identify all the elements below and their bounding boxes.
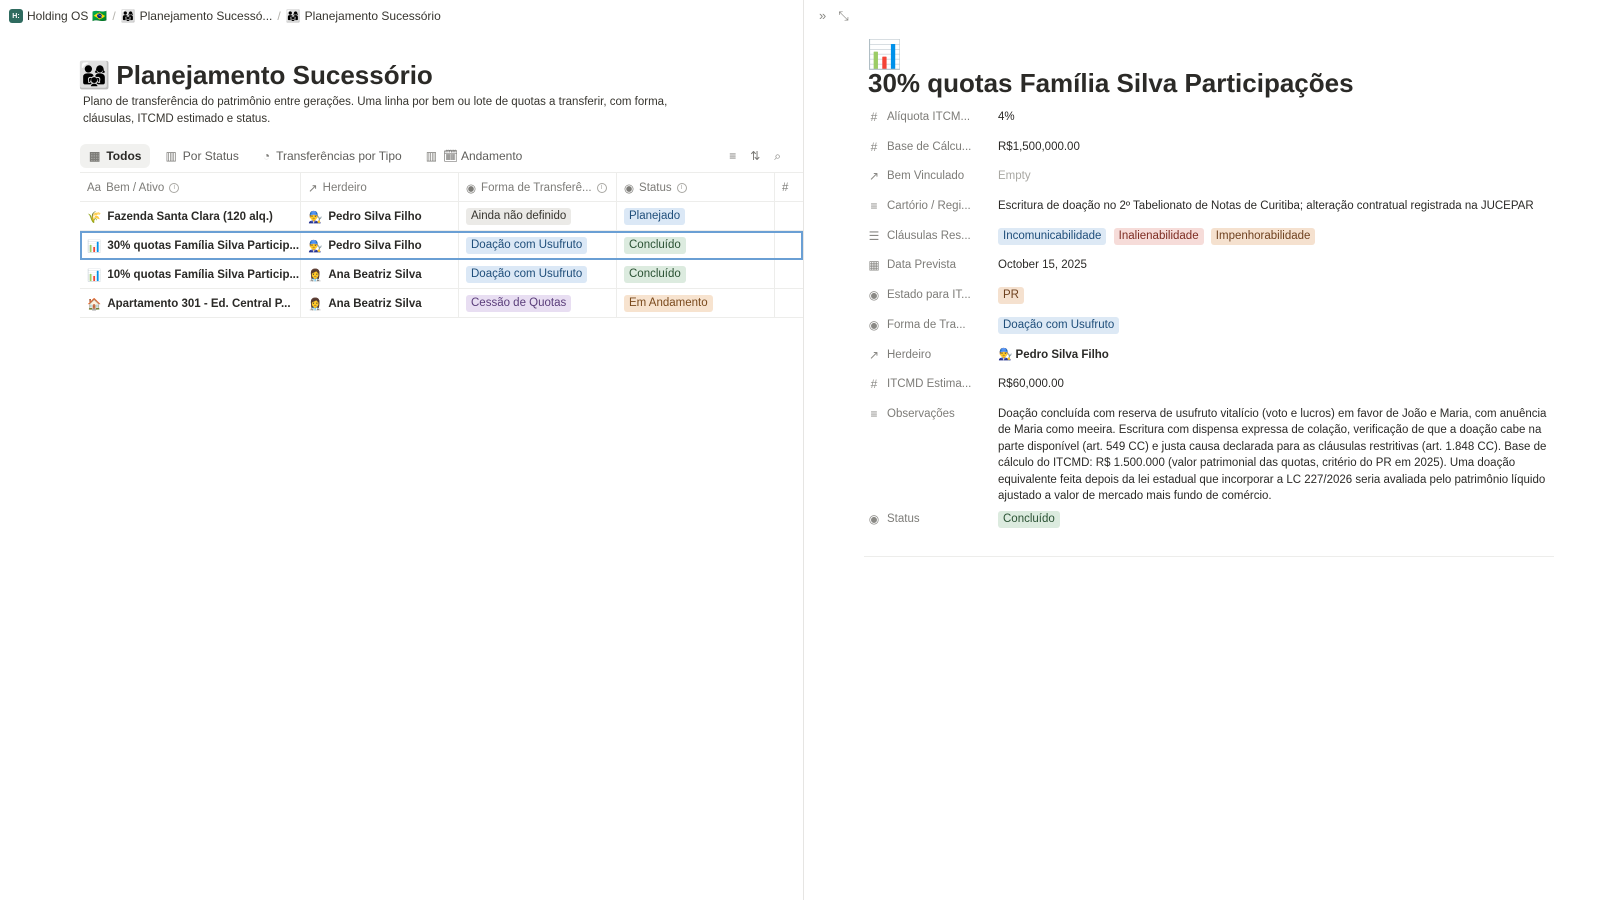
brazil-flag-icon: 🇧🇷 [92, 9, 108, 23]
status-tag: Em Andamento [624, 295, 713, 312]
breadcrumb [9, 8, 441, 24]
property-label[interactable] [868, 314, 998, 336]
page-title [78, 60, 433, 91]
table-row[interactable] [80, 260, 803, 289]
number-icon: # [782, 181, 789, 194]
sort-icon[interactable]: ⇅ [750, 149, 761, 163]
family-icon: 👨‍👩‍👧 [120, 9, 136, 23]
info-icon[interactable]: i [169, 183, 179, 193]
tab-label: Por Status [182, 149, 239, 163]
form-tag: Doação com Usufruto [998, 317, 1119, 334]
property-label[interactable] [868, 136, 998, 158]
property-herdeiro [868, 341, 1554, 371]
status-icon: ◉ [624, 182, 635, 195]
property-label-text: Herdeiro [887, 348, 932, 361]
status-tag: Concluído [624, 266, 686, 283]
bar-chart-icon: 📊 [87, 269, 102, 282]
text-icon: ≡ [870, 199, 878, 214]
calendar-icon: ▦ [868, 258, 880, 273]
number-icon: # [870, 110, 878, 124]
record-title[interactable]: 30% quotas Família Silva Participações [868, 68, 1354, 98]
property-label[interactable] [868, 106, 998, 128]
tab-todos[interactable] [80, 144, 150, 168]
info-icon[interactable]: i [597, 183, 607, 193]
cell-number[interactable] [775, 202, 803, 231]
chart-icon: ◔ [262, 149, 271, 163]
multi-select-icon: ☰ [868, 228, 880, 243]
property-forma [868, 311, 1554, 341]
property-cartorio [868, 192, 1554, 222]
clause-tag: Inalienabilidade [1114, 228, 1204, 245]
tab-andamento[interactable] [417, 144, 532, 168]
asset-name: 10% quotas Família Silva Particip... [107, 268, 300, 281]
cell-status[interactable] [617, 202, 775, 231]
property-value[interactable]: Doação concluída com reserva de usufruto vitalício (voto e lucros) em favor de João e Maria, com anuência de Maria como meeira. Escritura com dispensa expressa de colação, verificação de que a doação cabe na parte disponível (art. 549 CC) e justa causa declarada para as cláusulas restritivas (art. 1.848 CC). Base de cálculo do ITCMD: R$ 1.500.000 (valor patrimonial das quotas, critério do PR em 2025). Uma doação equivalente feita depois da lei estadual que incorporar a LC 227/2026 seria avaliada pelo patrimônio líquido ajustado a valor de mercado mais fundo de comércio. [998, 407, 1547, 503]
column-header-status[interactable] [617, 173, 775, 202]
property-value[interactable] [998, 311, 1554, 334]
expand-icon[interactable]: ⤡ [838, 8, 849, 23]
property-label-text: Cláusulas Res... [887, 229, 971, 242]
tab-transferencias-por-tipo[interactable] [254, 144, 411, 168]
property-label-text: Data Prevista [887, 259, 957, 272]
tab-label: Todos [106, 149, 142, 163]
clause-tag: Impenhorabilidade [1211, 228, 1316, 245]
table-row[interactable] [80, 202, 803, 231]
view-tabs [80, 144, 781, 168]
cell-number[interactable] [775, 231, 803, 260]
workspace-name: Holding OS [27, 9, 89, 23]
cell-asset[interactable] [80, 231, 301, 260]
asset-name: Apartamento 301 - Ed. Central P... [107, 297, 291, 310]
text-icon: ≡ [870, 406, 878, 421]
property-list [868, 103, 1554, 535]
column-header-herdeiro[interactable] [301, 173, 459, 202]
cell-number[interactable] [775, 260, 803, 289]
breadcrumb-parent-label: Planejamento Sucessó... [139, 9, 273, 23]
property-value[interactable]: Empty [998, 170, 1031, 183]
property-value[interactable] [998, 222, 1554, 245]
relation-icon: ↗ [868, 347, 880, 362]
person-icon: 👨‍🔧 [998, 348, 1013, 361]
cell-form[interactable] [459, 231, 617, 260]
breadcrumb-separator: / [112, 9, 116, 23]
form-tag: Doação com Usufruto [466, 266, 587, 283]
page-title-text[interactable]: Planejamento Sucessório [116, 60, 433, 90]
property-label[interactable] [868, 403, 998, 425]
info-icon[interactable]: i [677, 183, 687, 193]
asset-name: Fazenda Santa Clara (120 alq.) [107, 210, 273, 223]
status-icon: ◉ [868, 511, 880, 526]
cell-heir[interactable] [301, 231, 459, 260]
cell-heir[interactable] [301, 260, 459, 289]
cell-asset[interactable] [80, 260, 301, 289]
filter-icon[interactable]: ≡ [729, 149, 737, 163]
property-data-prevista [868, 251, 1554, 281]
search-icon[interactable]: ⌕ [774, 148, 781, 163]
bar-chart-icon: 📊 [87, 240, 102, 253]
text-property-icon: Aa [87, 181, 102, 194]
breadcrumb-current[interactable] [286, 9, 441, 23]
property-label[interactable] [868, 284, 998, 306]
property-aliquota [868, 103, 1554, 133]
state-tag: PR [998, 287, 1024, 304]
property-value[interactable] [998, 341, 1554, 364]
select-icon: ◉ [868, 288, 880, 303]
property-value[interactable] [998, 505, 1554, 528]
property-label[interactable] [868, 508, 998, 530]
property-observacoes [868, 400, 1554, 505]
table-header [80, 173, 803, 202]
column-header-label: Forma de Transferê... [481, 181, 592, 194]
property-label-text: ITCMD Estima... [887, 378, 972, 391]
person-icon: 👩‍⚕️ [308, 298, 323, 311]
clause-tag: Incomunicabilidade [998, 228, 1106, 245]
cell-form[interactable] [459, 289, 617, 318]
breadcrumb-current-label: Planejamento Sucessório [304, 9, 441, 23]
form-tag: Doação com Usufruto [466, 237, 587, 254]
heir-name: Ana Beatriz Silva [328, 297, 422, 310]
property-label[interactable] [868, 344, 998, 366]
property-label-text: Cartório / Regi... [887, 200, 971, 213]
wheat-icon: 🌾 [87, 211, 102, 224]
column-header-label: Bem / Ativo [106, 181, 165, 194]
table-icon: ▦ [89, 149, 101, 163]
cell-form[interactable] [459, 202, 617, 231]
person-icon: 👩‍⚕️ [308, 269, 323, 282]
property-estado [868, 281, 1554, 311]
relation-icon: ↗ [308, 182, 318, 195]
heir-name: Pedro Silva Filho [328, 210, 422, 223]
heir-name: Ana Beatriz Silva [328, 268, 422, 281]
form-tag: Cessão de Quotas [466, 295, 571, 312]
status-tag: Planejado [624, 208, 685, 225]
cell-status[interactable] [617, 231, 775, 260]
cell-status[interactable] [617, 260, 775, 289]
side-peek [804, 0, 1600, 900]
property-label-text: Base de Cálcu... [887, 140, 972, 153]
close-peek-icon[interactable]: » [819, 8, 827, 23]
table-row[interactable] [80, 231, 803, 260]
workspace-logo-icon: H: [9, 9, 23, 23]
peek-toolbar [819, 8, 849, 24]
house-icon: 🏠 [87, 298, 102, 311]
breadcrumb-workspace[interactable] [9, 9, 107, 23]
tab-por-status[interactable] [156, 144, 247, 168]
property-label[interactable] [868, 165, 998, 187]
breadcrumb-parent[interactable] [121, 9, 273, 23]
breadcrumb-separator: / [277, 9, 281, 23]
property-label-text: Observações [887, 407, 955, 420]
table-row[interactable] [80, 289, 803, 318]
view-toolbar [729, 149, 781, 164]
select-icon: ◉ [466, 182, 477, 195]
person-icon: 👨‍🔧 [308, 211, 323, 224]
cell-status[interactable] [617, 289, 775, 318]
property-label-text: Bem Vinculado [887, 170, 965, 183]
column-header-label: Herdeiro [322, 181, 367, 194]
heir-name: Pedro Silva Filho [328, 239, 422, 252]
person-icon: 👨‍🔧 [308, 240, 323, 253]
page-description[interactable]: Plano de transferência do patrimônio entre gerações. Uma linha por bem ou lote de quotas a transferir, com forma, cláusulas, ITCMD estimado e status. [83, 96, 668, 125]
property-value[interactable]: R$1,500,000.00 [998, 140, 1080, 153]
property-value[interactable] [998, 281, 1554, 304]
status-tag: Concluído [624, 237, 686, 254]
board-icon: ▥ [165, 149, 177, 163]
form-tag: Ainda não definido [466, 208, 571, 225]
column-header-label: Status [639, 181, 672, 194]
heir-link[interactable]: Pedro Silva Filho [1015, 348, 1109, 361]
property-value[interactable]: October 15, 2025 [998, 259, 1087, 272]
property-label[interactable] [868, 225, 998, 247]
property-label[interactable] [868, 373, 998, 395]
cell-heir[interactable] [301, 202, 459, 231]
column-header-number[interactable] [775, 173, 803, 202]
cell-form[interactable] [459, 260, 617, 289]
relation-icon: ↗ [868, 169, 880, 184]
property-label[interactable] [868, 195, 998, 217]
database-table [80, 172, 803, 318]
asset-name: 30% quotas Família Silva Particip... [107, 239, 300, 252]
property-status [868, 505, 1554, 535]
property-value[interactable]: Escritura de doação no 2º Tabelionato de Notas de Curitiba; alteração contratual registrada na JUCEPAR [998, 200, 1534, 213]
property-label[interactable] [868, 254, 998, 276]
timeline-icon: ▥ [425, 149, 438, 163]
tab-label: 🗓 Andamento [443, 149, 523, 163]
cell-asset[interactable] [80, 289, 301, 318]
status-tag: Concluído [998, 511, 1060, 528]
tab-label: Transferências por Tipo [276, 149, 402, 163]
number-icon: # [870, 377, 878, 392]
number-icon: # [870, 139, 878, 154]
property-value[interactable]: 4% [998, 111, 1015, 123]
cell-asset[interactable] [80, 202, 301, 231]
cell-number[interactable] [775, 289, 803, 318]
property-label-text: Forma de Tra... [887, 318, 966, 331]
family-icon[interactable]: 👨‍👩‍👧 [78, 60, 111, 90]
divider [864, 556, 1554, 557]
property-clausulas [868, 222, 1554, 252]
property-bem-vinculado [868, 162, 1554, 192]
property-itcmd-estimado [868, 370, 1554, 400]
property-label-text: Alíquota ITCM... [887, 111, 971, 123]
property-value[interactable]: R$60,000.00 [998, 378, 1064, 391]
property-base-calculo [868, 133, 1554, 163]
property-label-text: Status [887, 512, 920, 525]
property-label-text: Estado para IT... [887, 289, 971, 302]
column-header-forma[interactable] [459, 173, 617, 202]
cell-heir[interactable] [301, 289, 459, 318]
family-icon: 👨‍👩‍👧 [285, 9, 301, 23]
column-header-bem-ativo[interactable] [80, 173, 301, 202]
select-icon: ◉ [868, 317, 880, 332]
bar-chart-icon[interactable]: 📊 [867, 39, 902, 70]
